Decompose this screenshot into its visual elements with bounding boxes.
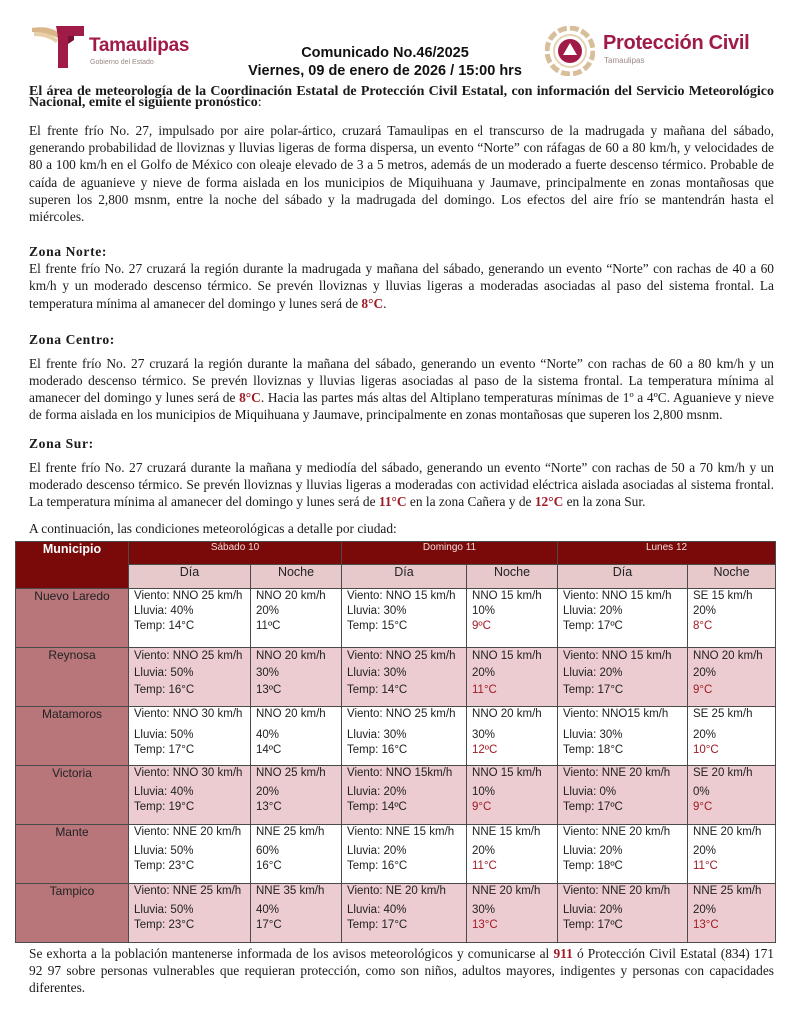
wind-value: NNE 35 km/h [256, 885, 325, 897]
wind-value: Viento: NNO 15 km/h [347, 590, 456, 602]
temp-value: Temp: 23°C [134, 860, 195, 872]
forecast-cell [251, 766, 342, 825]
forecast-cell [342, 884, 467, 943]
rain-value: 60% [256, 845, 280, 857]
rain-value: Lluvia: 20% [347, 845, 407, 857]
wind-value: Viento: NNE 20 km/h [563, 767, 671, 779]
proteccion-civil-subtitle: Tamaulipas [604, 56, 645, 65]
forecast-cell [467, 589, 558, 648]
subheader-dia: Día [558, 565, 688, 589]
wind-value: Viento: NNO 15 km/h [563, 650, 672, 662]
table-row [16, 884, 776, 943]
forecast-cell [129, 766, 251, 825]
tamaulipas-logo [30, 22, 200, 72]
temp-value: Temp: 14°C [347, 684, 408, 696]
municipio-header: Municipio [16, 542, 129, 589]
zona-sur-text: El frente frío No. 27 cruzará durante la mañana y mediodía del sábado, generando un evento “Norte” con rachas de 50 a 70 km/h y un moderado descenso térmico. Se prevén lloviznas y lluvias ligeras a moderadas con actividad eléctrica aislada asociadas al sistema frontal. La temperatura mínima al amanecer del domingo y lunes será de [29, 459, 774, 510]
rain-value: 10% [472, 605, 496, 617]
table-row [16, 648, 776, 707]
wind-value: Viento: NNE 20 km/h [563, 885, 671, 897]
proteccion-civil-emblem-icon [545, 26, 595, 76]
zona-centro-title: Zona Centro: [29, 331, 115, 347]
forecast-cell [129, 884, 251, 943]
rain-value: 30% [472, 729, 496, 741]
zona-sur-title: Zona Sur: [29, 435, 94, 451]
forecast-cell [688, 648, 776, 707]
forecast-cell [467, 766, 558, 825]
temp-value: Temp: 16°C [347, 744, 408, 756]
tamaulipas-subtitle: Gobierno del Estado [90, 59, 154, 66]
communique-date: Viernes, 09 de enero de 2026 / 15:00 hrs [248, 63, 522, 79]
temp-value: Temp: 14°C [134, 620, 195, 632]
temp-value: 12ºC [472, 744, 498, 756]
rain-value: 10% [472, 786, 496, 798]
forecast-cell [467, 648, 558, 707]
wind-value: Viento: NNE 20 km/h [134, 826, 242, 838]
zona-centro-temp: 8°C [239, 390, 261, 406]
wind-value: NNO 15 km/h [472, 590, 542, 602]
wind-value: NNO 20 km/h [256, 708, 326, 720]
municipio-cell: Mante [16, 825, 129, 884]
wind-value: NNO 20 km/h [472, 708, 542, 720]
temp-value: 11°C [472, 684, 497, 696]
temp-value: Temp: 16°C [347, 860, 408, 872]
proteccion-civil-logo [545, 26, 775, 78]
document-body [29, 86, 774, 537]
rain-value: 20% [693, 729, 717, 741]
forecast-cell [342, 766, 467, 825]
temp-value: Temp: 19°C [134, 801, 195, 813]
forecast-cell [342, 707, 467, 766]
temp-value: 13°C [256, 801, 282, 813]
temp-value: 13ºC [256, 684, 282, 696]
forecast-cell [129, 825, 251, 884]
temp-value: 8°C [693, 620, 713, 632]
rain-value: Lluvia: 50% [134, 904, 194, 916]
rain-value: 20% [256, 786, 280, 798]
wind-value: Viento: NE 20 km/h [347, 885, 446, 897]
zona-norte-text: El frente frío No. 27 cruzará la región durante la madrugada y mañana del sábado, generando un evento “Norte” con rachas de 40 a 60 km/h y un moderado descenso térmico. Se prevén lloviznas y lluvias ligeras a moderadas asociadas al paso del sistema frontal. La temperatura mínima al amanecer del domingo y lunes será de [29, 261, 774, 311]
table-row [16, 766, 776, 825]
rain-value: 20% [693, 605, 717, 617]
rain-value: Lluvia: 20% [563, 605, 623, 617]
wind-value: NNO 15 km/h [472, 650, 542, 662]
rain-value: 30% [472, 904, 496, 916]
municipio-cell: Reynosa [16, 648, 129, 707]
rain-value: 20% [472, 845, 496, 857]
temp-value: 11°C [472, 860, 497, 872]
temp-value: 13°C [472, 919, 498, 931]
rain-value: Lluvia: 30% [347, 729, 407, 741]
rain-value: Lluvia: 40% [134, 786, 194, 798]
rain-value: Lluvia: 20% [563, 667, 623, 679]
rain-value: Lluvia: 30% [563, 729, 623, 741]
temp-value: Temp: 17ºC [563, 801, 623, 813]
day-header-sabado: Sábado 10 [129, 542, 342, 565]
rain-value: 20% [693, 667, 717, 679]
forecast-cell [251, 707, 342, 766]
wind-value: SE 25 km/h [693, 708, 753, 720]
forecast-cell [129, 707, 251, 766]
emergency-number: 911 [553, 946, 573, 961]
tamaulipas-brand: Tamaulipas [89, 35, 190, 56]
forecast-cell [129, 648, 251, 707]
rain-value: Lluvia: 50% [134, 667, 194, 679]
wind-value: Viento: NNO 25 km/h [134, 590, 243, 602]
intro-colon: : [257, 95, 262, 110]
municipio-cell: Nuevo Laredo [16, 589, 129, 648]
wind-value: NNO 20 km/h [693, 650, 763, 662]
wind-value: NNE 25 km/h [256, 826, 325, 838]
rain-value: 40% [256, 729, 280, 741]
subheader-dia: Día [129, 565, 251, 589]
temp-value: 13°C [693, 919, 719, 931]
subheader-dia: Día [342, 565, 467, 589]
forecast-cell [251, 589, 342, 648]
zona-sur-text-end: en la zona Sur. [563, 494, 646, 510]
rain-value: 30% [256, 667, 280, 679]
zona-centro-text: El frente frío No. 27 cruzará la región durante la mañana del sábado, generando un evento “Norte” con rachas de 60 a 80 km/h y un moderado descenso térmico. Se prevén lloviznas y lluvias ligeras asociadas al paso de la sistema frontal. La temperatura mínima al amanecer del domingo y lunes será de [29, 355, 774, 406]
temp-value: 17°C [256, 919, 282, 931]
municipio-cell: Tampico [16, 884, 129, 943]
zona-sur-temp-sur: 12°C [534, 494, 564, 510]
forecast-cell [342, 825, 467, 884]
zona-centro-text-end: . Hacia las partes más altas del Altiplano temperaturas mínimas de 1º a 4ºC. Aguanieve y nieve de forma aislada en los municipios de Miquihuana y Jaumave, principalmente en zonas montañosas que superen los 2,800 msnm. [29, 390, 774, 423]
summary-paragraph: El frente frío No. 27, impulsado por aire polar-ártico, cruzará Tamaulipas en el transcurso de la madrugada y mañana del sábado, generando probabilidad de lloviznas y lluvias ligeras de forma dispersa, un evento “Norte” con ráfagas de 60 a 80 km/h, y velocidades de 80 a 100 km/h en el Golfo de México con oleaje elevado de 3 a 5 metros, además de un moderado a fuerte descenso térmico. Probable de caída de aguanieve y nieve de forma aislada en los municipios de Miquihuana y Jaumave, principalmente en zonas montañosas que superen los 2,800 msnm, entre la noche del sábado y la madrugada del domingo. Los efectos del aire frío se mantendrán hasta el miércoles. [29, 123, 774, 225]
zona-norte-text-end: . [383, 295, 387, 311]
temp-value: Temp: 14ºC [347, 801, 407, 813]
zona-norte-paragraph [29, 260, 774, 312]
intro-text: El área de meteorología de la Coordinación Estatal de Protección Civil Estatal, con información del Servicio Meteorológico Nacional, emite el siguiente pronóstico [29, 84, 774, 110]
rain-value: Lluvia: 50% [134, 845, 194, 857]
wind-value: NNE 20 km/h [472, 885, 541, 897]
forecast-cell [688, 707, 776, 766]
municipio-cell: Matamoros [16, 707, 129, 766]
table-intro: A continuación, las condiciones meteorológicas a detalle por ciudad: [29, 521, 397, 537]
temp-value: 11ºC [256, 620, 281, 632]
closing-text: Se exhorta a la población mantenerse informada de los avisos meteorológicos y comunicarse al [29, 946, 554, 961]
forecast-cell [251, 648, 342, 707]
wind-value: Viento: NNO 25 km/h [347, 650, 456, 662]
rain-value: Lluvia: 40% [347, 904, 407, 916]
temp-value: Temp: 17°C [563, 684, 624, 696]
communique-number: Comunicado No.46/2025 [301, 45, 469, 61]
forecast-cell [688, 589, 776, 648]
forecast-cell [342, 648, 467, 707]
forecast-cell [342, 589, 467, 648]
wind-value: Viento: NNE 25 km/h [134, 885, 242, 897]
subheader-noche: Noche [467, 565, 558, 589]
wind-value: Viento: NNE 15 km/h [347, 826, 455, 838]
forecast-cell [467, 707, 558, 766]
wind-value: NNE 20 km/h [693, 826, 762, 838]
forecast-cell [558, 707, 688, 766]
temp-value: 9°C [693, 801, 713, 813]
rain-value: Lluvia: 50% [134, 729, 194, 741]
zona-sur-text-mid: en la zona Cañera y de [406, 494, 535, 510]
wind-value: NNO 25 km/h [256, 767, 326, 779]
wind-value: Viento: NNE 20 km/h [563, 826, 671, 838]
forecast-cell [558, 825, 688, 884]
tamaulipas-t-logo-icon [30, 22, 86, 70]
document-title-block [215, 45, 555, 80]
wind-value: SE 20 km/h [693, 767, 753, 779]
temp-value: 16°C [256, 860, 282, 872]
temp-value: Temp: 17°C [134, 744, 195, 756]
document-header [0, 0, 791, 90]
forecast-cell [129, 589, 251, 648]
wind-value: Viento: NNO 15 km/h [563, 590, 672, 602]
day-header-domingo: Domingo 11 [342, 542, 558, 565]
temp-value: Temp: 17°C [347, 919, 408, 931]
temp-value: Temp: 18°C [563, 744, 624, 756]
rain-value: Lluvia: 0% [563, 786, 617, 798]
closing-text-end: ó Protección Civil Estatal (834) 171 92 97 sobre personas vulnerables que requieran protección, como son niños, adultos mayores, indigentes y personas con capacidades diferentes. [29, 946, 774, 996]
forecast-cell [558, 589, 688, 648]
wind-value: NNE 25 km/h [693, 885, 762, 897]
wind-value: Viento: NNO15 km/h [563, 708, 669, 720]
table-row [16, 825, 776, 884]
temp-value: Temp: 18ºC [563, 860, 623, 872]
temp-value: Temp: 15°C [347, 620, 408, 632]
rain-value: 20% [256, 605, 280, 617]
temp-value: Temp: 16°C [134, 684, 195, 696]
temp-value: 11°C [693, 860, 718, 872]
wind-value: NNO 20 km/h [256, 650, 326, 662]
temp-value: 10°C [693, 744, 719, 756]
wind-value: NNO 20 km/h [256, 590, 326, 602]
zona-norte-temp: 8°C [361, 295, 384, 311]
forecast-cell [558, 648, 688, 707]
wind-value: Viento: NNO 25 km/h [347, 708, 456, 720]
temp-value: Temp: 17ºC [563, 919, 623, 931]
rain-value: Lluvia: 40% [134, 605, 194, 617]
closing-paragraph [29, 945, 774, 997]
rain-value: 20% [693, 845, 717, 857]
wind-value: Viento: NNO 30 km/h [134, 708, 243, 720]
day-header-lunes: Lunes 12 [558, 542, 776, 565]
wind-value: NNO 15 km/h [472, 767, 542, 779]
rain-value: Lluvia: 30% [347, 605, 407, 617]
forecast-cell [251, 884, 342, 943]
zona-sur-paragraph [29, 459, 774, 511]
intro-paragraph [29, 86, 774, 108]
table-row [16, 707, 776, 766]
temp-value: 9ºC [472, 620, 491, 632]
temp-value: 9°C [472, 801, 492, 813]
wind-value: NNE 15 km/h [472, 826, 541, 838]
forecast-cell [688, 825, 776, 884]
municipio-cell: Victoria [16, 766, 129, 825]
rain-value: Lluvia: 30% [347, 667, 407, 679]
temp-value: Temp: 23°C [134, 919, 195, 931]
forecast-cell [558, 766, 688, 825]
forecast-cell [688, 766, 776, 825]
wind-value: Viento: NNO 25 km/h [134, 650, 243, 662]
rain-value: Lluvia: 20% [563, 845, 623, 857]
wind-value: SE 15 km/h [693, 590, 753, 602]
rain-value: Lluvia: 20% [563, 904, 623, 916]
wind-value: Viento: NNO 30 km/h [134, 767, 243, 779]
forecast-cell [688, 884, 776, 943]
forecast-cell [467, 884, 558, 943]
temp-value: Temp: 17ºC [563, 620, 623, 632]
forecast-cell [467, 825, 558, 884]
subheader-noche: Noche [251, 565, 342, 589]
forecast-cell [251, 825, 342, 884]
table-row [16, 589, 776, 648]
rain-value: 0% [693, 786, 710, 798]
rain-value: 20% [472, 667, 496, 679]
zona-centro-paragraph [29, 355, 774, 424]
rain-value: 40% [256, 904, 280, 916]
forecast-cell [558, 884, 688, 943]
rain-value: 20% [693, 904, 717, 916]
subheader-noche: Noche [688, 565, 776, 589]
weather-table [15, 541, 776, 943]
proteccion-civil-brand: Protección Civil [603, 32, 750, 54]
zona-norte-title: Zona Norte: [29, 244, 107, 260]
zona-sur-temp-canera: 11°C [378, 494, 407, 510]
temp-value: 9°C [693, 684, 713, 696]
rain-value: Lluvia: 20% [347, 786, 407, 798]
temp-value: 14ºC [256, 744, 282, 756]
wind-value: Viento: NNO 15km/h [347, 767, 453, 779]
